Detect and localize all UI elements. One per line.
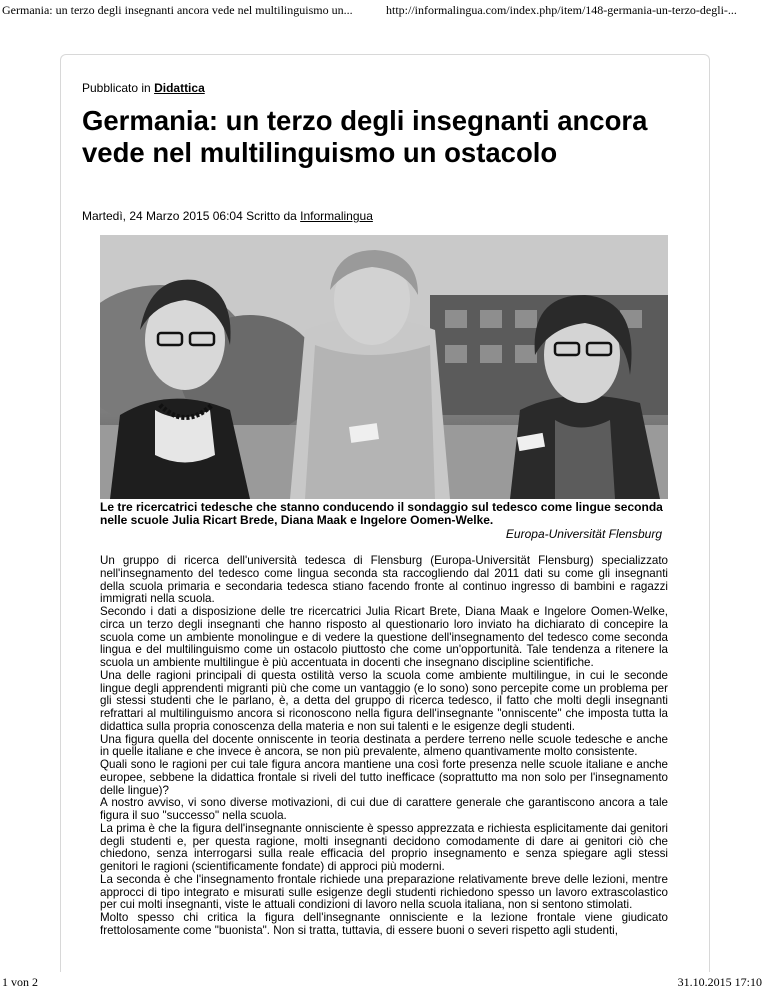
paragraph: La seconda è che l'insegnamento frontale richiede una preparazione relativamente breve delle lezioni, mentre approcci di tipo integrato e misurati sulle esigenze degli studenti richiedono spesso un lavoro extrascolastico per cui molti insegnanti, viste le attuali condizioni di lavoro nella scuola italiana, non si sentono stimolati. bbox=[100, 872, 668, 912]
print-header bbox=[0, 0, 768, 20]
paragraph: A nostro avviso, vi sono diverse motivazioni, di cui due di carattere generale che garantiscono ancora a tale figura il suo "successo" nella scuola. bbox=[100, 796, 668, 822]
author-link[interactable]: Informalingua bbox=[300, 209, 373, 223]
article-date: Martedì, 24 Marzo 2015 06:04 bbox=[82, 209, 243, 223]
photo-credit: Europa-Universität Flensburg bbox=[505, 527, 662, 541]
published-prefix: Pubblicato in bbox=[82, 81, 151, 95]
article-meta bbox=[82, 209, 373, 223]
paragraph: Un gruppo di ricerca dell'università tedesca di Flensburg (Europa-Universität Flensburg) specializzato nell'insegnamento del tedesco come lingua seconda sta raccogliendo dal 2011 dati su come gli insegnanti della scuola primaria e secondaria tedesca stiano facendo fronte al continuo ingresso di bambini e ragazzi immigrati nella scuola. bbox=[100, 554, 668, 606]
paragraph: Secondo i dati a disposizione delle tre ricercatrici Julia Ricart Brete, Diana Maak e Ingelore Oomen-Welke, circa un terzo degli insegnanti che hanno risposto al questionario loro inviato ha dichiarato di concepire la scuola come un ambiente monolingue e di vedere la questione dell'insegnamento del tedesco come seconda lingua e del multilinguismo come un ostacolo piuttosto che come un'opportunità. Tale tendenza a ritenere la scuola un ambiente multilingue è più accentuata in docenti che insegnano discipline scientifiche. bbox=[100, 605, 668, 669]
paragraph: Una figura quella del docente onniscente in teoria destinata a perdere terreno nelle scuole tedesche e anche in quelle italiane e che invece è ancora, se non più prevalente, almeno quantivamente molto consistente. bbox=[100, 732, 668, 759]
photo-caption: Le tre ricercatrici tedesche che stanno conducendo il sondaggio sul tedesco come lingue seconda nelle scuole Julia Ricart Brede, Diana Maak e Ingelore Oomen-Welke. bbox=[100, 500, 663, 527]
category-link[interactable]: Didattica bbox=[154, 81, 205, 95]
paragraph: Quali sono le ragioni per cui tale figura ancora mantiene una così forte presenza nelle scuole italiane e anche europee, sebbene la didattica frontale si riveli del tutto inefficace (soprattutto ma non solo per l'insegnamento delle lingue)? bbox=[100, 758, 668, 797]
article-title: Germania: un terzo degli insegnanti ancora vede nel multilinguismo un ostacolo bbox=[82, 105, 648, 168]
print-header-url: http://informalingua.com/index.php/item/148-germania-un-terzo-degli-... bbox=[386, 3, 737, 17]
article-body bbox=[100, 555, 668, 938]
published-in bbox=[82, 81, 205, 95]
written-by-label: Scritto da bbox=[246, 209, 297, 223]
paragraph: La prima è che la figura dell'insegnante onnisciente è spesso apprezzata e richiesta esplicitamente dai genitori degli studenti e, per questa ragione, molti insegnanti decidono comodamente di dare ai genitori ciò che chiedono, senza interrogarsi sulla reale efficacia del proprio insegnamento e senza spiegare agli stessi genitori le ragioni (scientificamente fondate) di approci più moderni. bbox=[100, 821, 668, 873]
paragraph: Molto spesso chi critica la figura dell'insegnante onnisciente e la lezione frontale viene giudicato frettolosamente come "buonista". Non si tratta, tuttavia, di essere buoni o severi rispetto agli studenti, bbox=[100, 911, 668, 937]
article-photo bbox=[100, 235, 668, 499]
paragraph: Una delle ragioni principali di questa ostilità verso la scuola come ambiente multilingue, in cui le seconde lingue degli apprendenti migranti più che come un vantaggio (e lo sono) sono percepite come un problema per gli stessi studenti che le parlano, è, a detta del gruppo di ricerca tedesco, il fatto che molti degli insegnanti refrattari al multilinguismo ancora si riconoscono nella figura dell'insegnante "onniscente" che imposta tutta la didattica sulla propria conoscenza della materia e non sui talenti e le esigenze degli studenti. bbox=[100, 668, 668, 733]
print-footer-page: 1 von 2 bbox=[2, 975, 38, 989]
print-header-title: Germania: un terzo degli insegnanti ancora vede nel multilinguismo un... bbox=[2, 3, 353, 17]
photo-illustration bbox=[100, 235, 668, 499]
print-footer bbox=[0, 972, 768, 992]
print-footer-datetime: 31.10.2015 17:10 bbox=[677, 975, 762, 989]
